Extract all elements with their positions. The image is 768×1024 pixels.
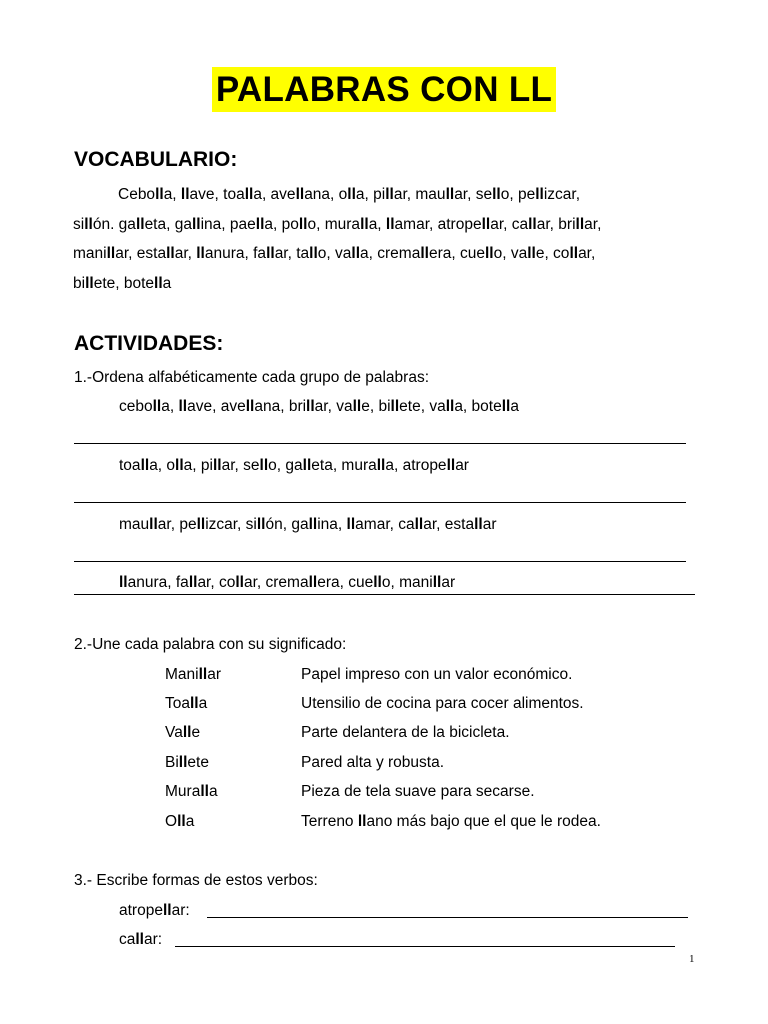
match-word[interactable]: Billete (165, 754, 209, 771)
vocabulario-line: sillón. galleta, gallina, paella, pollo, muralla, llamar, atropellar, callar, brillar, (73, 215, 602, 233)
actividades-heading: ACTIVIDADES: (74, 332, 224, 355)
match-word[interactable]: Manillar (165, 666, 222, 683)
match-word[interactable]: Valle (165, 724, 201, 741)
match-word[interactable]: Olla (165, 813, 195, 830)
word-group: llanura, fallar, collar, cremallera, cuello, manillar (119, 574, 456, 591)
word-group: toalla, olla, pillar, sello, galleta, muralla, atropellar (119, 457, 469, 474)
vocabulario-heading: VOCABULARIO: (74, 148, 238, 171)
page-title: PALABRAS CON LL (212, 67, 556, 112)
match-word[interactable]: Muralla (165, 783, 218, 800)
activity-3-instruction: 3.- Escribe formas de estos verbos: (74, 872, 318, 889)
match-meaning[interactable]: Parte delantera de la bicicleta. (301, 724, 510, 741)
word-group: cebolla, llave, avellana, brillar, valle, billete, valla, botella (119, 398, 519, 415)
answer-line[interactable] (207, 917, 688, 918)
answer-line[interactable] (74, 502, 686, 503)
vocabulario-list (73, 180, 713, 298)
match-word[interactable]: Toalla (165, 695, 208, 712)
vocabulario-line: billete, botella (73, 274, 172, 292)
answer-line[interactable] (74, 561, 686, 562)
vocabulario-line: Cebolla, llave, toalla, avellana, olla, pillar, maullar, sello, pellizcar, (118, 186, 581, 203)
title-container (0, 67, 768, 112)
match-meaning[interactable]: Pared alta y robusta. (301, 754, 445, 771)
match-meaning[interactable]: Pieza de tela suave para secarse. (301, 783, 535, 800)
verb-label: callar: (119, 931, 163, 948)
page-number: 1 (689, 953, 695, 965)
activity-1-instruction: 1.-Ordena alfabéticamente cada grupo de palabras: (74, 369, 430, 386)
match-meaning[interactable]: Terreno llano más bajo que el que le rodea. (301, 813, 601, 830)
verb-label: atropellar: (119, 902, 190, 919)
answer-line[interactable] (74, 443, 686, 444)
answer-line[interactable] (175, 946, 675, 947)
activity-2-instruction: 2.-Une cada palabra con su significado: (74, 636, 347, 653)
answer-line[interactable] (74, 594, 695, 595)
word-group: maullar, pellizcar, sillón, gallina, llamar, callar, estallar (119, 516, 497, 533)
match-meaning[interactable]: Utensilio de cocina para cocer alimentos. (301, 695, 584, 712)
vocabulario-line: manillar, estallar, llanura, fallar, tallo, valla, cremallera, cuello, valle, collar, (73, 245, 596, 262)
match-meaning[interactable]: Papel impreso con un valor económico. (301, 666, 573, 683)
